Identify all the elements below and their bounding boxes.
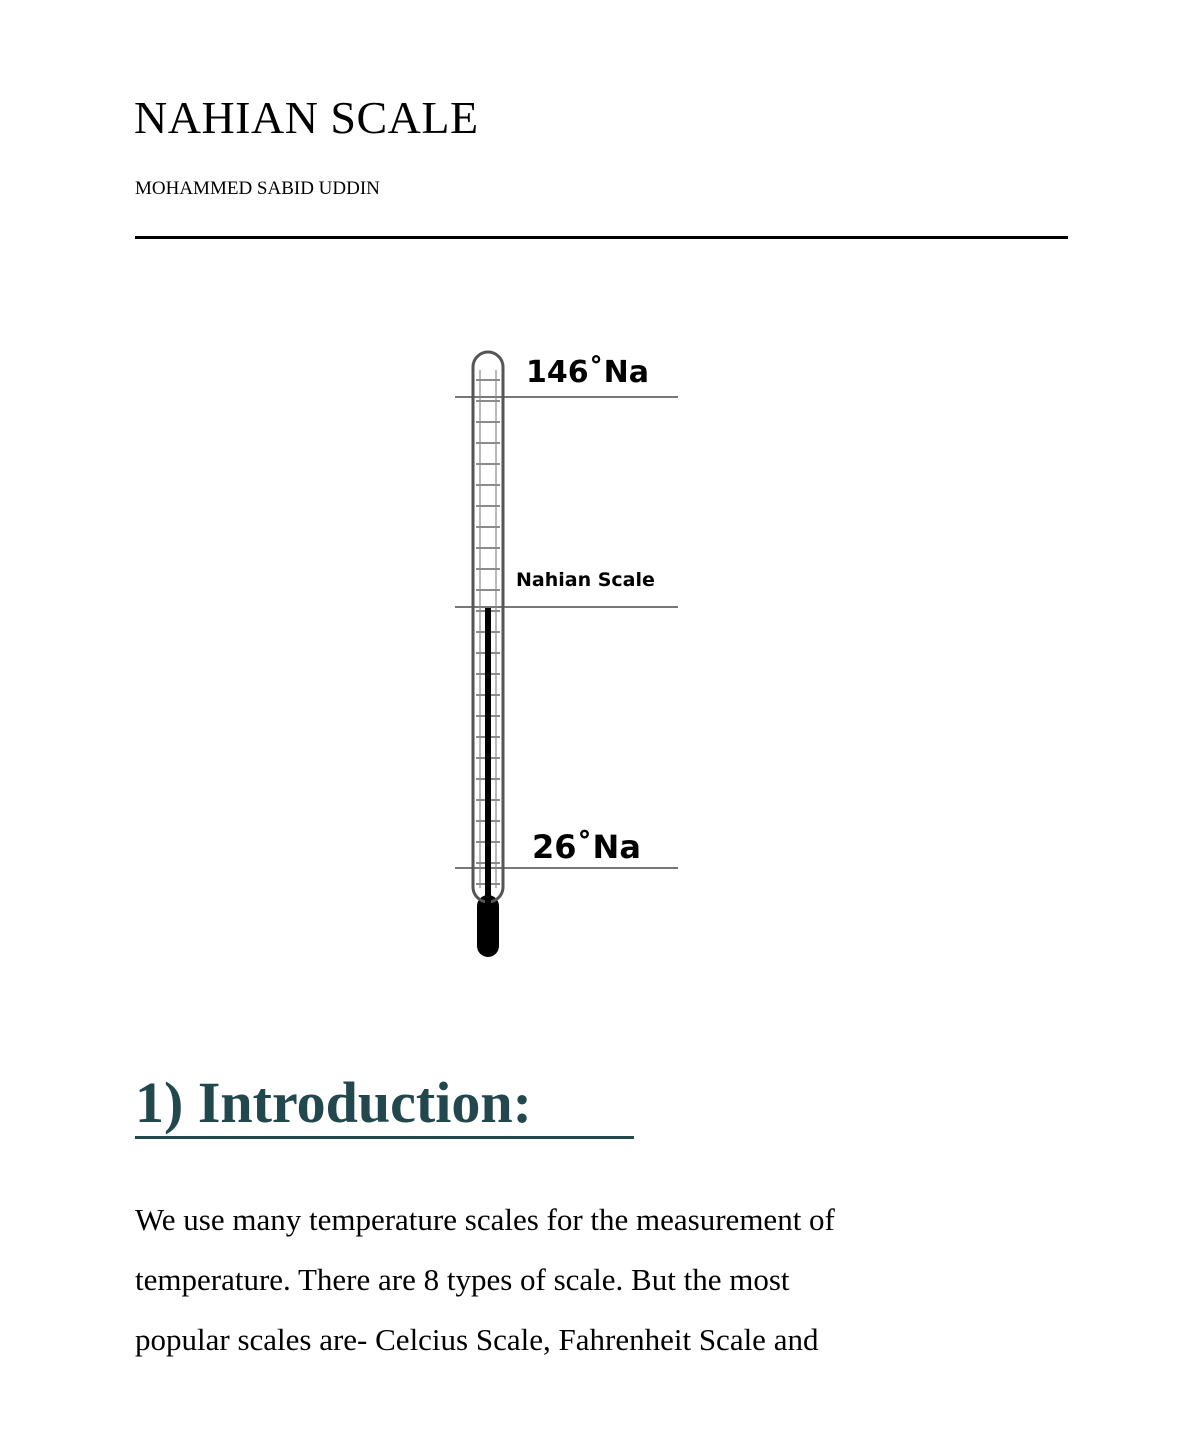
introduction-paragraph bbox=[135, 1190, 935, 1370]
mercury-column bbox=[485, 608, 491, 904]
thermometer-figure bbox=[440, 340, 700, 970]
author-name: MOHAMMED SABID UDDIN bbox=[135, 178, 380, 199]
section-heading-introduction: 1) Introduction: bbox=[135, 1070, 634, 1139]
paragraph-line: popular scales are- Celcius Scale, Fahrenheit Scale and bbox=[135, 1322, 819, 1357]
paragraph-line: We use many temperature scales for the measurement of bbox=[135, 1202, 835, 1237]
paragraph-line: temperature. There are 8 types of scale. But the most bbox=[135, 1262, 790, 1297]
document-title: NAHIAN SCALE bbox=[134, 92, 479, 143]
thermometer-bulb bbox=[477, 895, 499, 957]
upper-point-label: 146˚Na bbox=[526, 355, 649, 390]
scale-name-label: Nahian Scale bbox=[516, 569, 655, 591]
thermometer-illustration bbox=[440, 340, 700, 970]
header-divider bbox=[135, 236, 1068, 239]
lower-point-label: 26˚Na bbox=[532, 828, 641, 866]
